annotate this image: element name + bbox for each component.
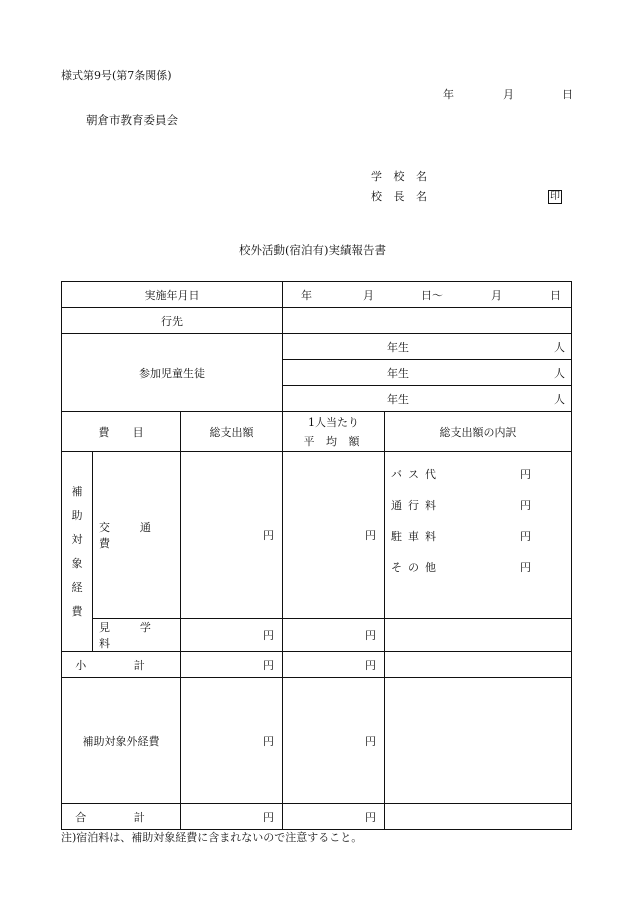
- non-subsidy-label: 補助対象外経費: [62, 678, 181, 804]
- subtotal-breakdown[interactable]: [385, 652, 572, 678]
- page-title: 校外活動(宿泊有)実績報告書: [239, 243, 386, 257]
- non-subsidy-average[interactable]: 円: [283, 678, 385, 804]
- report-table: [61, 281, 572, 830]
- date-month-to: 月: [491, 289, 503, 302]
- grand-average[interactable]: 円: [283, 804, 385, 830]
- total-label: 合 計: [62, 804, 181, 830]
- breakdown-label-parking: 駐 車 料: [391, 530, 437, 543]
- participants-row-3[interactable]: [283, 386, 572, 412]
- breakdown-row: そ の 他 円: [391, 559, 531, 590]
- grade-unit: 年生: [387, 366, 410, 380]
- participants-label: 参加児童生徒: [62, 334, 283, 412]
- person-unit: 人: [554, 392, 566, 406]
- school-name-label: 学 校 名: [371, 170, 431, 183]
- date-year: 年: [301, 289, 313, 302]
- person-unit: 人: [554, 340, 566, 354]
- non-subsidy-breakdown[interactable]: [385, 678, 572, 804]
- col-header-item: 費 目: [62, 412, 181, 452]
- grade-unit: 年生: [387, 340, 410, 354]
- col-header-total: 総支出額: [181, 412, 283, 452]
- admission-total[interactable]: 円: [181, 619, 283, 652]
- date-day-label: 日: [562, 88, 573, 101]
- col-header-breakdown: 総支出額の内訳: [385, 412, 572, 452]
- destination-label: 行先: [62, 308, 283, 334]
- subsidy-label: 補 助 対 象 経 費: [62, 452, 93, 652]
- date-label: 実施年月日: [62, 282, 283, 308]
- grand-breakdown[interactable]: [385, 804, 572, 830]
- admission-breakdown[interactable]: [385, 619, 572, 652]
- date-year-label: 年: [443, 88, 454, 101]
- principal-name-label: 校 長 名: [371, 190, 431, 203]
- addressee: 朝倉市教育委員会: [86, 113, 178, 127]
- admission-average[interactable]: 円: [283, 619, 385, 652]
- date-month-label: 月: [503, 88, 514, 101]
- seal-mark: 印: [550, 191, 560, 202]
- person-unit: 人: [554, 366, 566, 380]
- date-day-from: 日〜: [421, 289, 444, 302]
- admission-label: 見 学 料: [93, 619, 181, 652]
- form-number: 様式第9号(第7条関係): [61, 69, 172, 82]
- breakdown-label-toll: 通 行 料: [391, 499, 437, 512]
- breakdown-row: 通 行 料 円: [391, 497, 531, 528]
- subtotal-total[interactable]: 円: [181, 652, 283, 678]
- date-day-to: 日: [550, 289, 562, 302]
- breakdown-row: 駐 車 料 円: [391, 528, 531, 559]
- col-header-average: 1人当たり 平 均 額: [283, 412, 385, 452]
- transport-total[interactable]: 円: [181, 452, 283, 619]
- date-month: 月: [363, 289, 375, 302]
- breakdown-label-bus: バ ス 代: [391, 468, 437, 481]
- footnote: 注)宿泊料は、補助対象経費に含まれないので注意すること。: [61, 831, 363, 844]
- transport-average[interactable]: 円: [283, 452, 385, 619]
- grade-unit: 年生: [387, 392, 410, 406]
- breakdown-label-other: そ の 他: [391, 561, 437, 574]
- date-value-cell[interactable]: [283, 282, 572, 308]
- breakdown-row: バ ス 代 円: [391, 466, 531, 497]
- transport-breakdown[interactable]: [385, 452, 572, 619]
- participants-row-1[interactable]: [283, 334, 572, 360]
- destination-value[interactable]: [283, 308, 572, 334]
- subtotal-average[interactable]: 円: [283, 652, 385, 678]
- subtotal-label: 小 計: [62, 652, 181, 678]
- grand-total[interactable]: 円: [181, 804, 283, 830]
- non-subsidy-total[interactable]: 円: [181, 678, 283, 804]
- transport-label: 交 通 費: [93, 452, 181, 619]
- participants-row-2[interactable]: [283, 360, 572, 386]
